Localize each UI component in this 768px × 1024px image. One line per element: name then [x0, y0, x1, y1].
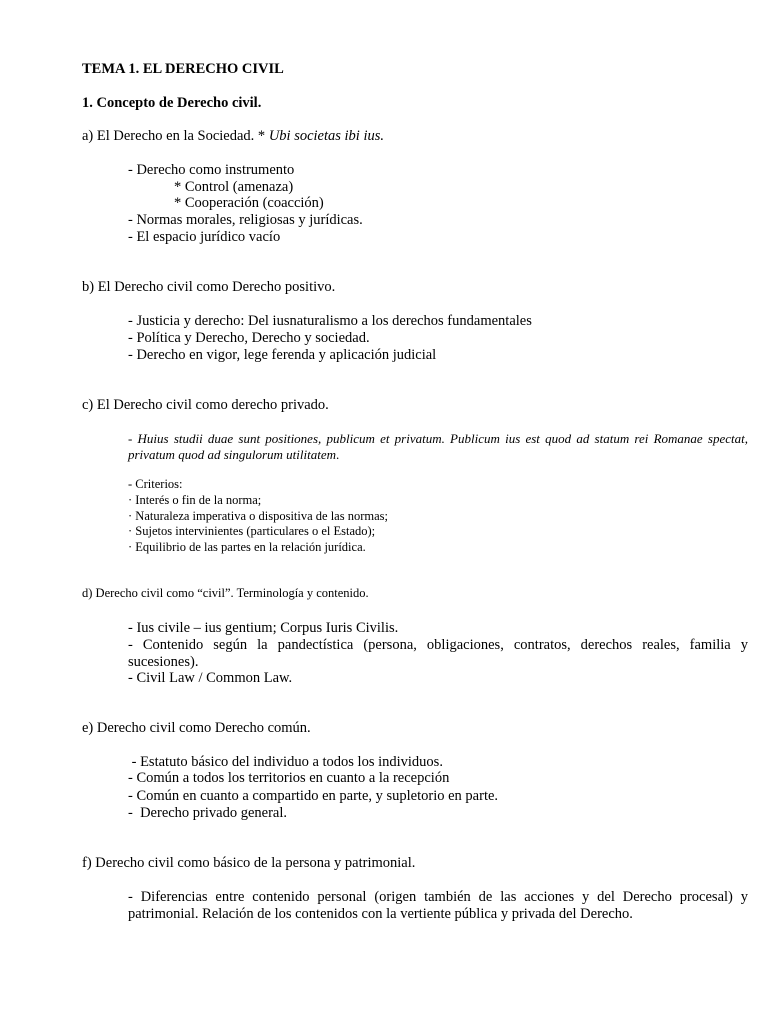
list-item: * Cooperación (coacción)	[174, 195, 324, 211]
list-item: - Normas morales, religiosas y jurídicas.	[128, 212, 363, 228]
subsection-b-heading: b) El Derecho civil como Derecho positivo.	[82, 279, 336, 295]
quote-text: Huius studii duae sunt positiones, publicum et privatum. Publicum ius est quod ad statum rei Romanae spectat, privatum quod ad singulorum utilitatem	[128, 431, 748, 462]
subsection-e-heading: e) Derecho civil como Derecho común.	[82, 720, 311, 736]
subsection-c-heading: c) El Derecho civil como derecho privado.	[82, 397, 329, 413]
quote-prefix: -	[128, 431, 138, 446]
list-item: - El espacio jurídico vacío	[128, 229, 281, 245]
section-heading-1: 1. Concepto de Derecho civil.	[82, 95, 262, 111]
subsection-a-heading	[82, 128, 384, 145]
list-item: - Civil Law / Common Law.	[128, 670, 293, 686]
latin-quote	[128, 431, 748, 463]
list-item: · Naturaleza imperativa o dispositiva de las normas;	[128, 509, 388, 523]
list-item: · Interés o fin de la norma;	[128, 493, 262, 507]
list-item: - Derecho en vigor, lege ferenda y aplicación judicial	[128, 347, 437, 363]
list-item: - Derecho como instrumento	[128, 162, 295, 178]
list-item: - Estatuto básico del individuo a todos los individuos.	[128, 754, 443, 770]
subsection-a-italic: Ubi societas ibi ius.	[268, 128, 385, 144]
list-item: - Contenido según la pandectística (persona, obligaciones, contratos, derechos reales, familia y sucesiones).	[128, 637, 748, 670]
subsection-f-heading: f) Derecho civil como básico de la persona y patrimonial.	[82, 855, 416, 871]
quote-suffix: .	[336, 447, 340, 462]
list-item: - Política y Derecho, Derecho y sociedad.	[128, 330, 370, 346]
subsection-a-text: a) El Derecho en la Sociedad. *	[82, 128, 269, 144]
subsection-d-heading: d) Derecho civil como “civil”. Terminología y contenido.	[82, 586, 369, 600]
list-item: * Control (amenaza)	[174, 179, 294, 195]
list-item: - Común en cuanto a compartido en parte, y supletorio en parte.	[128, 788, 499, 804]
list-item: - Ius civile – ius gentium; Corpus Iuris Civilis.	[128, 620, 399, 636]
list-item: - Común a todos los territorios en cuanto a la recepción	[128, 770, 450, 786]
list-item: · Equilibrio de las partes en la relación jurídica.	[128, 540, 366, 554]
list-item: · Sujetos intervinientes (particulares o el Estado);	[128, 524, 376, 538]
list-item: - Derecho privado general.	[128, 805, 288, 821]
document-title: TEMA 1. EL DERECHO CIVIL	[82, 61, 284, 77]
list-item: - Diferencias entre contenido personal (origen también de las acciones y del Derecho procesal) y patrimonial. Relación de los contenidos con la vertiente pública y privada del Derecho.	[128, 889, 748, 922]
criteria-label: - Criterios:	[128, 477, 183, 491]
list-item: - Justicia y derecho: Del iusnaturalismo a los derechos fundamentales	[128, 313, 532, 329]
